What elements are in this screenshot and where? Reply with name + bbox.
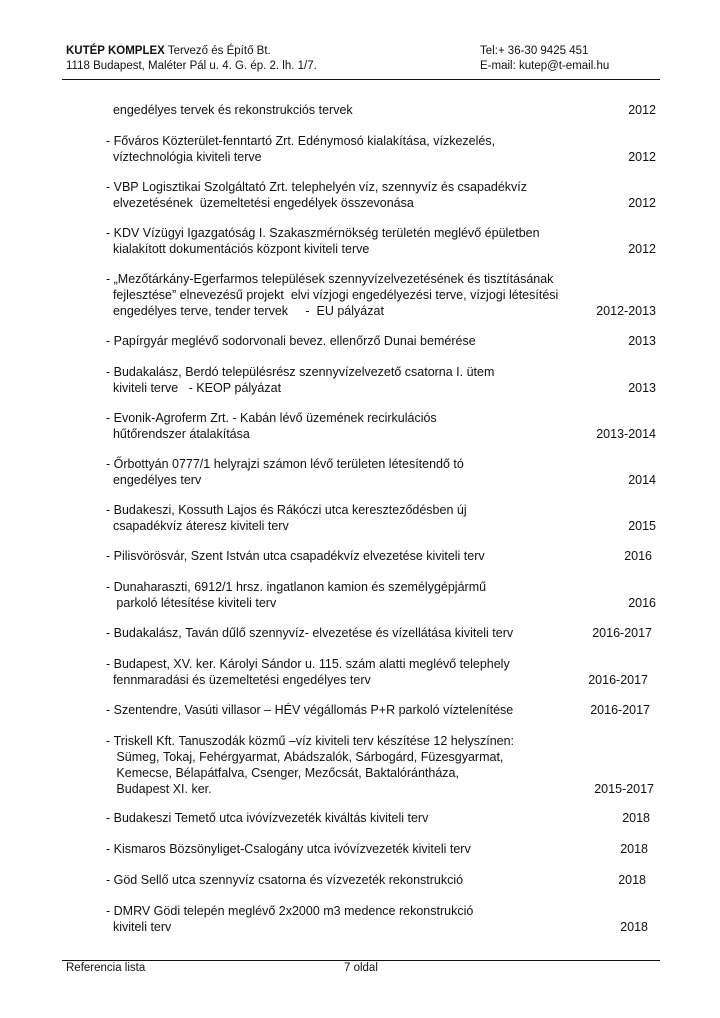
entry-year: 2012	[628, 242, 656, 256]
phone: Tel:+ 36-30 9425 451	[480, 45, 589, 57]
entry-text-line: - Triskell Kft. Tanuszodák közmű –víz kiviteli terv készítése 12 helyszínen:	[106, 734, 515, 748]
entry-text-line: víztechnológia kiviteli terve	[106, 150, 262, 164]
entry-year: 2012	[628, 150, 656, 164]
company-name: KUTÉP KOMPLEX	[66, 45, 165, 57]
entry-text-line: - Budakeszi Temető utca ivóvízvezeték kiváltás kiviteli terv	[106, 811, 429, 825]
entry-text-line: - Kismaros Bözsönyliget-Csalogány utca ivóvízvezeték kiviteli terv	[106, 842, 471, 856]
entry-year: 2016	[628, 596, 656, 610]
company-block	[66, 44, 317, 74]
list-item	[106, 364, 658, 396]
entry-year: 2014	[628, 473, 656, 487]
list-item	[106, 656, 658, 688]
entry-text-line: - Budakalász, Berdó településrész szennyvízelvezető csatorna I. ütem	[106, 365, 495, 379]
list-item	[106, 841, 658, 857]
entry-year: 2015-2017	[594, 782, 654, 796]
entry-text-line: engedélyes tervek és rekonstrukciós tervek	[106, 103, 353, 117]
list-item	[106, 333, 658, 349]
company-suffix: Tervező és Építő Bt.	[164, 45, 271, 57]
list-item	[106, 102, 658, 118]
list-item	[106, 225, 658, 257]
entry-year: 2012	[628, 196, 656, 210]
list-item	[106, 810, 658, 826]
entry-text-line: kialakított dokumentációs központ kiviteli terve	[106, 242, 370, 256]
entry-text-line: hűtőrendszer átalakítása	[106, 427, 250, 441]
footer-rule	[62, 960, 660, 961]
entry-text-line: - Pilisvörösvár, Szent István utca csapadékvíz elvezetése kiviteli terv	[106, 549, 485, 563]
entry-text-line: elvezetésének üzemeltetési engedélyek összevonása	[106, 196, 414, 210]
list-item	[106, 179, 658, 211]
company-address: 1118 Budapest, Maléter Pál u. 4. G. ép. 2. lh. 1/7.	[66, 60, 317, 72]
entry-year: 2012-2013	[596, 304, 656, 318]
entry-text-line: - Őrbottyán 0777/1 helyrajzi számon lévő területen létesítendő tó	[106, 457, 464, 471]
entry-text-line: - Evonik-Agroferm Zrt. - Kabán lévő üzemének recirkulációs	[106, 411, 437, 425]
entry-year: 2012	[628, 103, 656, 117]
entry-text-line: - Budakalász, Taván dűlő szennyvíz- elvezetése és vízellátása kiviteli terv	[106, 626, 514, 640]
entry-text-line: fennmaradási és üzemeltetési engedélyes terv	[106, 673, 371, 687]
entry-text-line: fejlesztése” elnevezésű projekt elvi vízjogi engedélyezési terve, vízjogi létesítési	[106, 288, 559, 302]
entry-year: 2016-2017	[588, 673, 648, 687]
entry-year: 2016-2017	[592, 626, 652, 640]
entry-year: 2018	[618, 873, 646, 887]
list-item	[106, 133, 658, 165]
entry-text-line: - Dunaharaszti, 6912/1 hrsz. ingatlanon kamion és személygépjármű	[106, 580, 487, 594]
entry-year: 2018	[620, 842, 648, 856]
footer-left: Referencia lista	[66, 962, 146, 974]
entry-text-line: engedélyes terv	[106, 473, 202, 487]
entry-year: 2016-2017	[590, 703, 650, 717]
contact-block	[480, 44, 609, 74]
header-rule	[62, 79, 660, 80]
entry-text-line: - Főváros Közterület-fenntartó Zrt. Edénymosó kialakítása, vízkezelés,	[106, 134, 496, 148]
entry-text-line: kiviteli terv	[106, 920, 172, 934]
entry-text-line: - Szentendre, Vasúti villasor – HÉV végállomás P+R parkoló víztelenítése	[106, 703, 514, 717]
entry-text-line: kiviteli terve - KEOP pályázat	[106, 381, 282, 395]
email: E-mail: kutep@t-email.hu	[480, 60, 610, 72]
entry-year: 2013-2014	[596, 427, 656, 441]
entry-text-line: csapadékvíz áteresz kiviteli terv	[106, 519, 289, 533]
list-item	[106, 733, 658, 797]
list-item	[106, 271, 658, 319]
entry-year: 2018	[620, 920, 648, 934]
entry-year: 2018	[622, 811, 650, 825]
list-item	[106, 579, 658, 611]
entry-text-line: Budapest XI. ker.	[106, 782, 212, 796]
entry-text-line: parkoló létesítése kiviteli terv	[106, 596, 277, 610]
entry-text-line: engedélyes terve, tender tervek - EU pályázat	[106, 304, 384, 318]
list-item	[106, 702, 658, 718]
entry-year: 2015	[628, 519, 656, 533]
list-item	[106, 625, 658, 641]
list-item	[106, 872, 658, 888]
list-item	[106, 456, 658, 488]
list-item	[106, 410, 658, 442]
entry-text-line: - „Mezőtárkány-Egerfarmos települések szennyvízelvezetésének és tisztításának	[106, 272, 554, 286]
entry-text-line: - DMRV Gödi telepén meglévő 2x2000 m3 medence rekonstrukció	[106, 904, 474, 918]
entry-year: 2013	[628, 334, 656, 348]
list-item	[106, 548, 658, 564]
list-item	[106, 502, 658, 534]
entry-text-line: - Göd Sellő utca szennyvíz csatorna és vízvezeték rekonstrukció	[106, 873, 464, 887]
entry-text-line: - Papírgyár meglévő sodorvonali bevez. ellenőrző Dunai bemérése	[106, 334, 476, 348]
list-item	[106, 903, 658, 935]
entry-text-line: - VBP Logisztikai Szolgáltató Zrt. telephelyén víz, szennyvíz és csapadékvíz	[106, 180, 528, 194]
page-number: 7 oldal	[344, 962, 378, 974]
entry-text-line: - KDV Vízügyi Igazgatóság I. Szakaszmérnökség területén meglévő épületben	[106, 226, 540, 240]
entry-text-line: Kemecse, Bélapátfalva, Csenger, Mezőcsát, Baktalórántháza,	[106, 766, 459, 780]
entry-text-line: - Budakeszi, Kossuth Lajos és Rákóczi utca kereszteződésben új	[106, 503, 467, 517]
entry-text-line: Sümeg, Tokaj, Fehérgyarmat, Abádszalók, Sárbogárd, Füzesgyarmat,	[106, 750, 504, 764]
entry-year: 2013	[628, 381, 656, 395]
entry-text-line: - Budapest, XV. ker. Károlyi Sándor u. 115. szám alatti meglévő telephely	[106, 657, 510, 671]
entry-year: 2016	[624, 549, 652, 563]
